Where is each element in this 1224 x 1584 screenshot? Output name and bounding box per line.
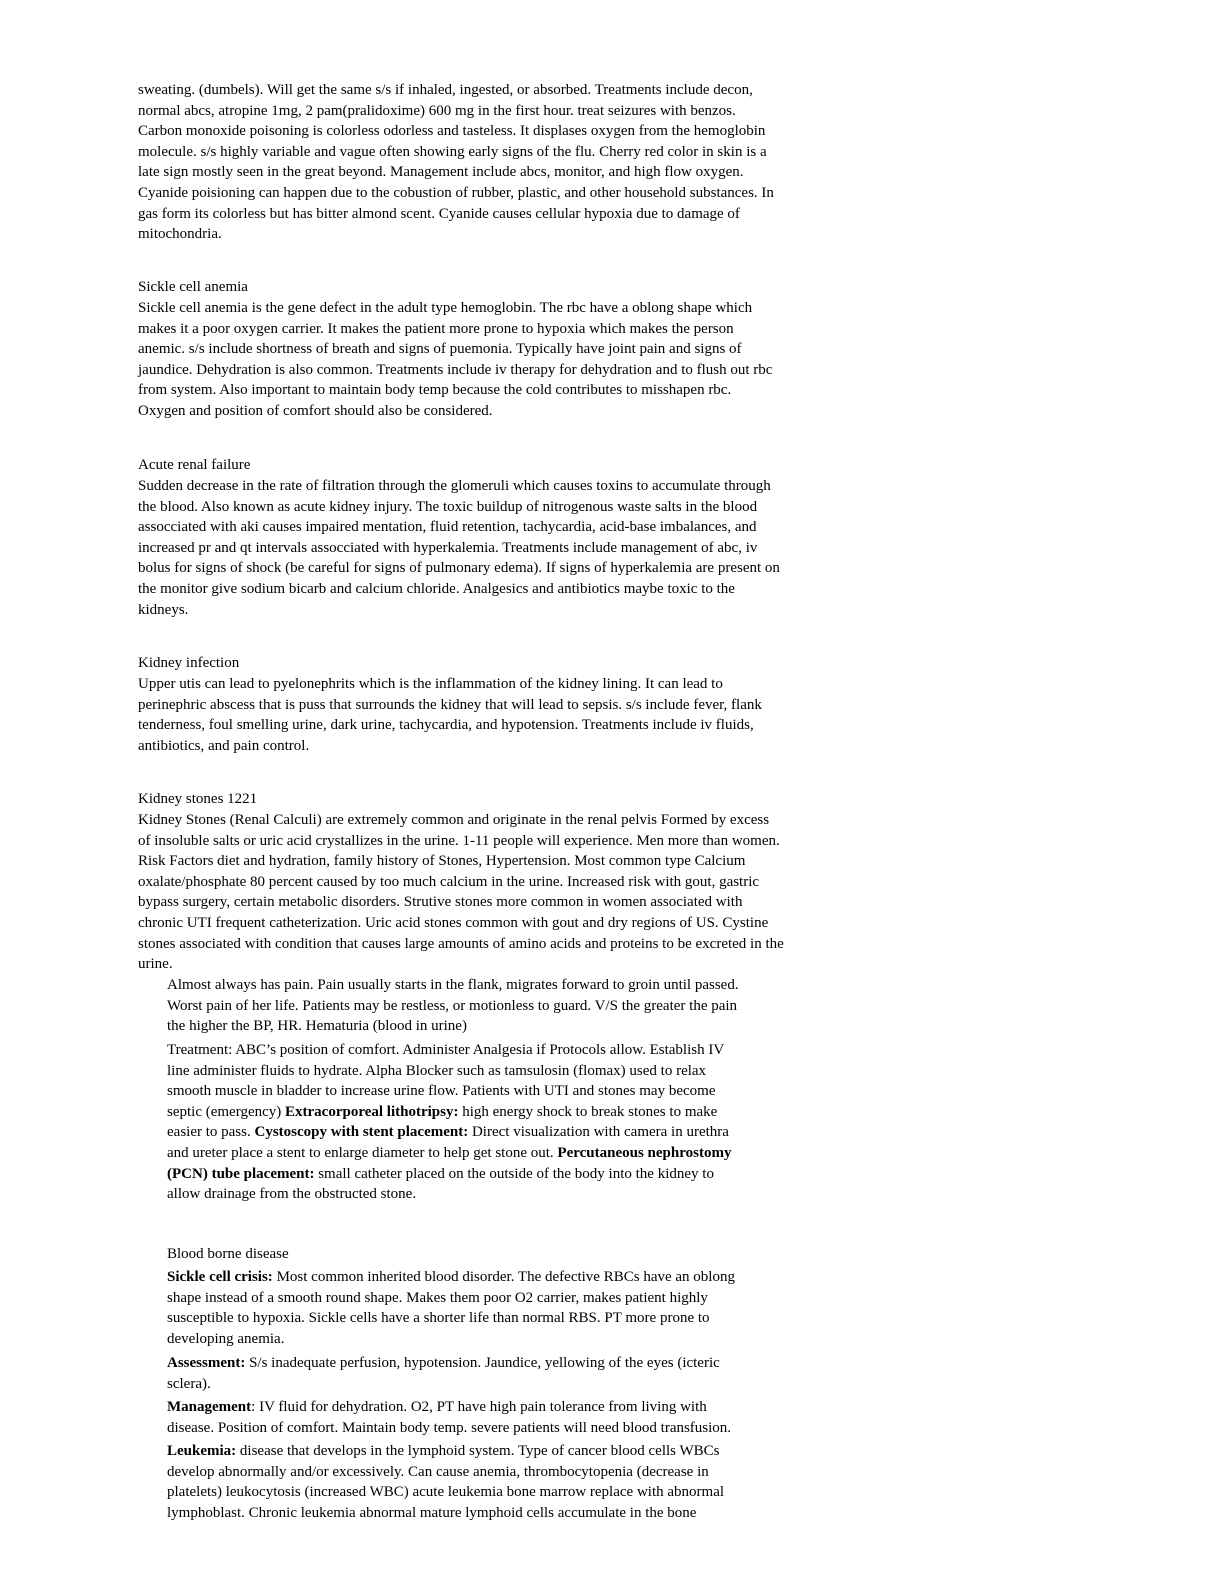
management-term: Management (167, 1399, 252, 1415)
blood-borne-disease-heading: Blood borne disease (167, 1246, 289, 1262)
lithotripsy-text: high energy shock to break stones to make easier to pass. (167, 1103, 718, 1141)
sickle-cell-crisis-term: Sickle cell crisis: (167, 1269, 273, 1285)
acute-renal-failure-paragraph: Sudden decrease in the rate of filtration through the glomeruli which causes toxins to accumulate through the blood. Also known as acute kidney injury. The toxic buildup of nitrogenous waste salts in the blood assocciated with aki causes impaired mentation, fluid retention, tachycardia, acid-base imbalances, and increased pr and qt intervals assocciated with hyperkalemia. Treatments include management of abc, iv bolus for signs of shock (be careful for signs of pulmonary edema). If signs of hyperkalemia are present on the monitor give sodium bicarb and calcium chloride. Analgesics and antibiotics maybe toxic to the kidneys. (138, 478, 780, 618)
assessment-paragraph (167, 1353, 847, 1394)
kidney-stones-heading: Kidney stones 1221 (138, 791, 258, 807)
leukemia-paragraph (167, 1441, 847, 1523)
cystoscopy-text: Direct visualization with camera in urethra and ureter place a stent to enlarge diameter to help get stone out. (167, 1124, 729, 1161)
assessment-text: S/s inadequate perfusion, hypotension. Jaundice, yellowing of the eyes (icteric sclera). (167, 1355, 720, 1392)
sickle-cell-anemia-paragraph: Sickle cell anemia is the gene defect in the adult type hemoglobin. The rbc have a oblong shape which makes it a poor oxygen carrier. It makes the patient more prone to hypoxia which makes the person anemic. s/s include shortness of breath and signs of puemonia. Typically have joint pain and signs of jaundice. Dehydration is also common. Treatments include iv therapy for dehydration and to flush out rbc from system. Also important to maintain body temp because the cold contributes to misshapen rbc. Oxygen and position of comfort should also be considered. (138, 300, 773, 419)
management-paragraph (167, 1397, 847, 1438)
sickle-cell-crisis-text: Most common inherited blood disorder. The defective RBCs have an oblong shape instead of a smooth round shape. Makes them poor O2 carrier, makes patient highly susceptible to hypoxia. Sickle cells have a shorter life than normal RBS. PT more prone to developing anemia. (167, 1269, 735, 1347)
acute-renal-failure-heading: Acute renal failure (138, 457, 251, 473)
kidney-infection-heading: Kidney infection (138, 655, 240, 671)
kidney-infection-paragraph: Upper utis can lead to pyelonephrits which is the inflammation of the kidney lining. It can lead to perinephric abscess that is puss that surrounds the kidney that will lead to sepsis. s/s include fever, flank tenderness, foul smelling urine, dark urine, tachycardia, and hypotension. Treatments include iv fluids, antibiotics, and pain control. (138, 676, 762, 754)
poisoning-paragraph: sweating. (dumbels). Will get the same s/s if inhaled, ingested, or absorbed. Treatments include decon, normal abcs, atropine 1mg, 2 pam(pralidoxime) 600 mg in the first hour. treat seizures with benzos. Carbon monoxide poisoning is colorless odorless and tasteless. It displases oxygen from the hemoglobin molecule. s/s highly variable and vague often showing early signs of the flu. Cherry red color in skin is a late sign mostly seen in the great beyond. Management include abcs, monitor, and high flow oxygen. Cyanide poisioning can happen due to the cobustion of rubber, plastic, and other household substances. In gas form its colorless but has bitter almond scent. Cyanide causes cellular hypoxia due to damage of mitochondria. (138, 82, 774, 243)
kidney-stones-pain-paragraph: Almost always has pain. Pain usually starts in the flank, migrates forward to groin until passed. Worst pain of her life. Patients may be restless, or motionless to guard. V/S the greater the pain the higher the BP, HR. Hematuria (blood in urine) (167, 977, 739, 1035)
kidney-stones-paragraph: Kidney Stones (Renal Calculi) are extremely common and originate in the renal pelvis Formed by excess of insoluble salts or uric acid crystallizes in the urine. 1-11 people will experience. Men more than women. Risk Factors diet and hydration, family history of Stones, Hypertension. Most common type Calcium oxalate/phosphate 80 percent caused by too much calcium in the urine. Increased risk with gout, gastric bypass surgery, certain metabolic disorders. Strutive stones more common in women associated with chronic UTI frequent catheterization. Uric acid stones common with gout and dry regions of US. Cystine stones associated with condition that causes large amounts of amino acids and proteins to be excreted in the urine. (138, 812, 784, 973)
nephrostomy-term: Percutaneous nephrostomy (PCN) tube placement: (167, 1144, 732, 1182)
cystoscopy-term: Cystoscopy with stent placement: (254, 1124, 469, 1141)
treatment-text: Treatment: ABC’s position of comfort. Administer Analgesia if Protocols allow. Establish IV line administer fluids to hydrate. Alpha Blocker such as tamsulosin (flomax) used to relax smooth muscle in bladder to increase urine flow. Patients with UTI and stones may become septic (emergency) (167, 1042, 725, 1120)
sickle-cell-crisis-paragraph (167, 1267, 847, 1349)
sickle-cell-anemia-heading: Sickle cell anemia (138, 279, 248, 295)
kidney-stones-treatment-paragraph (167, 1040, 847, 1205)
assessment-term: Assessment: (167, 1355, 246, 1371)
leukemia-term: Leukemia: (167, 1443, 237, 1459)
lithotripsy-term: Extracorporeal lithotripsy: (285, 1103, 459, 1120)
nephrostomy-text: small catheter placed on the outside of the body into the kidney to allow drainage from the obstructed stone. (167, 1165, 714, 1203)
management-text: : IV fluid for dehydration. O2, PT have high pain tolerance from living with disease. Position of comfort. Maintain body temp. severe patients will need blood transfusion. (167, 1399, 732, 1436)
leukemia-text: disease that develops in the lymphoid system. Type of cancer blood cells WBCs develop abnormally and/or excessively. Can cause anemia, thrombocytopenia (decrease in platelets) leukocytosis (increased WBC) acute leukemia bone marrow replace with abnormal lymphoblast. Chronic leukemia abnormal mature lymphoid cells accumulate in the bone (167, 1443, 725, 1521)
